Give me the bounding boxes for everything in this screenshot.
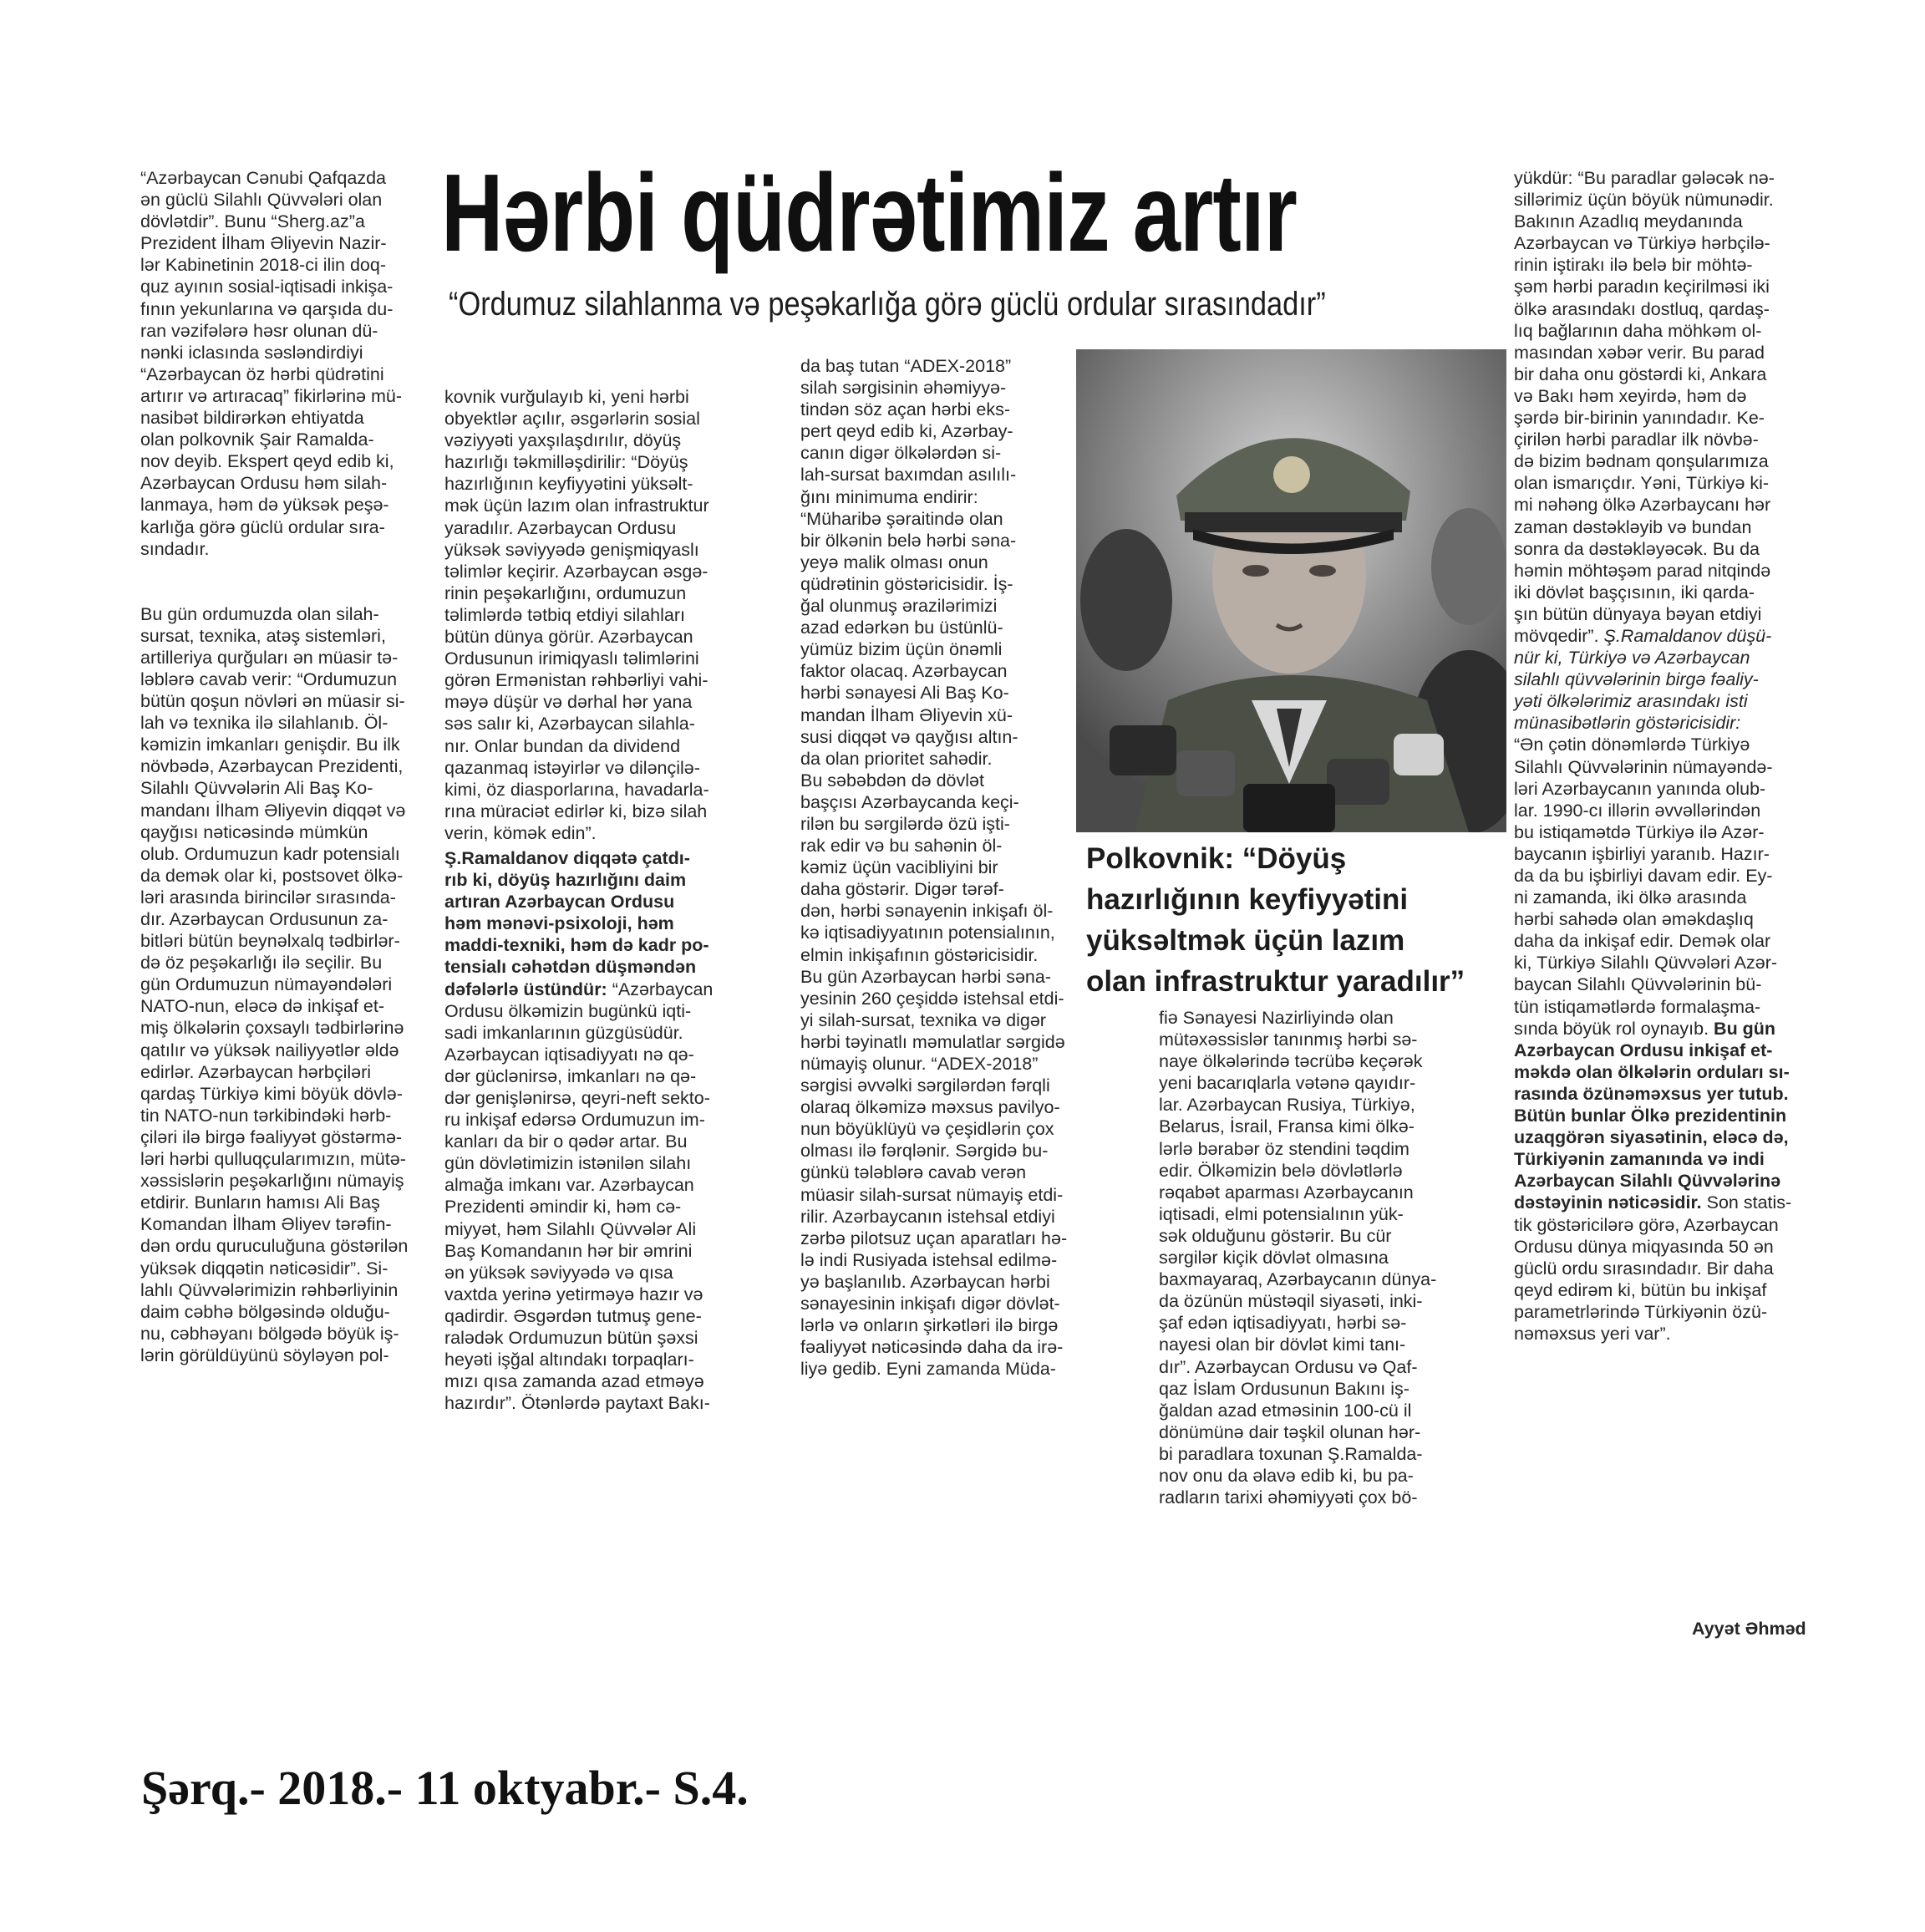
- article-lead: [140, 167, 408, 560]
- text-line: də öz peşəkarlığı ilə seçilir. Bu: [140, 953, 383, 974]
- text-line: daha göstərir. Digər tərəf-: [800, 879, 1004, 900]
- text-line: rilir. Azərbaycanın istehsal etdiyi: [800, 1206, 1055, 1227]
- text-line: lıq bağlarının daha möhkəm ol-: [1514, 320, 1762, 341]
- article-bold-paragraph: [444, 847, 713, 1000]
- text-line: yaradılır. Azərbaycan Ordusu: [444, 517, 677, 538]
- text-line: kə iqtisadiyyatının potensialının,: [800, 923, 1055, 943]
- text-line: faktor olacaq. Azərbaycan: [800, 661, 1008, 682]
- text-line: Prezidenti əmindir ki, həm cə-: [444, 1197, 682, 1218]
- source-citation: Şərq.- 2018.- 11 oktyabr.- S.4.: [141, 1761, 749, 1815]
- text-line: mi nəhəng ölkə Azərbaycanı hər: [1514, 495, 1771, 516]
- text-line: nov deyib. Ekspert qeyd edib ki,: [140, 451, 394, 472]
- text-line: vəziyyəti yaxşılaşdırılır, döyüş: [444, 430, 682, 451]
- caption-line: hazırlığının keyfiyyətini: [1086, 883, 1409, 916]
- text-line: qardaş Türkiyə kimi böyük dövlə-: [140, 1083, 403, 1104]
- text-line: bir daha onu göstərdi ki, Ankara: [1514, 364, 1767, 384]
- text-line: Azərbaycan Ordusu həm silah-: [140, 473, 388, 494]
- article-body: [140, 603, 408, 1366]
- text-line: bu istiqamətdə Türkiyə ilə Azər-: [1514, 821, 1765, 842]
- text-line: nu, cəbhəyanı bölgədə böyük iş-: [140, 1323, 399, 1344]
- text-line: dır. Azərbaycan Ordusunun za-: [140, 909, 389, 929]
- text-line: ən yüksək səviyyədə və qısa: [444, 1262, 673, 1283]
- text-line: bi paradlara toxunan Ş.Ramalda-: [1159, 1443, 1423, 1464]
- text-line: silahlı qüvvələrinin birgə fəaliy-: [1514, 669, 1759, 690]
- text-line: rıb ki, döyüş hazırlığını daim: [444, 870, 687, 891]
- text-line: mək üçün lazım olan infrastruktur: [444, 496, 709, 516]
- text-line: Komandan İlham Əliyev tərəfin-: [140, 1214, 392, 1235]
- text-line: susi diqqət və qayğısı altın-: [800, 726, 1018, 747]
- text-line: tün istiqamətlərdə formalaşma-: [1514, 996, 1761, 1017]
- text-line: Azərbaycan Silahlı Qüvvələrinə: [1514, 1171, 1781, 1192]
- text-line: artırır və artıracaq” fikirlərinə mü-: [140, 385, 403, 406]
- text-line: lər Kabinetinin 2018-ci ilin doq-: [140, 255, 387, 276]
- text-line: NATO-nun, eləcə də inkişaf et-: [140, 996, 384, 1017]
- text-line: radların tarixi əhəmiyyəti çox bö-: [1159, 1487, 1418, 1508]
- column-3: [800, 355, 1067, 1380]
- text-line: ru inkişaf edərsə Ordumuzun im-: [444, 1110, 705, 1131]
- text-line: gün dövlətimizin istənilən silahı: [444, 1153, 692, 1174]
- text-line: müasir silah-sursat nümayiş etdi-: [800, 1184, 1064, 1205]
- text-line: nümayiş olunur. “ADEX-2018”: [800, 1054, 1039, 1074]
- text-line: verin, kömək edin”.: [444, 822, 597, 843]
- text-line: fının yekunlarına və qarşıda du-: [140, 298, 394, 319]
- text-line: vaxtda yerinə yetirməyə hazır və: [444, 1284, 703, 1304]
- portrait-illustration: [1076, 349, 1506, 832]
- text-line: şaf edən iqtisadiyyatı, hərbi sə-: [1159, 1313, 1407, 1334]
- text-line: daha da inkişaf edir. Demək olar: [1514, 931, 1771, 952]
- text-line-tail: “Azərbaycan: [607, 979, 714, 999]
- text-line: baycan Silahlı Qüvvələrinin bü-: [1514, 974, 1762, 995]
- text-line: kəmizin imkanları genişdir. Bu ilk: [140, 735, 400, 755]
- text-line: artıran Azərbaycan Ordusu: [444, 892, 675, 913]
- text-line: dəstəyinin nəticəsidir. Son statis-: [1514, 1192, 1792, 1213]
- text-line: bir ölkənin belə hərbi səna-: [800, 530, 1017, 551]
- text-line: olaraq ölkəmizə məxsus pavilyo-: [800, 1097, 1060, 1118]
- text-line: məkdə olan ölkələrin orduları sı-: [1514, 1061, 1790, 1082]
- text-line: təlimlər keçirir. Azərbaycan əsgə-: [444, 561, 709, 582]
- colonel-photo: [1076, 349, 1506, 832]
- caption-line: yüksəltmək üçün lazım: [1086, 924, 1405, 957]
- text-line: “Ən çətin dönəmlərdə Türkiyə: [1514, 735, 1750, 755]
- text-line: sərgilər kiçik dövlət olmasına: [1159, 1248, 1389, 1269]
- text-line: sındadır.: [140, 538, 210, 559]
- text-line: yeyə malik olması onun: [800, 552, 988, 572]
- text-line: sursat, texnika, atəş sistemləri,: [140, 625, 386, 646]
- text-line: dən ordu quruculuğuna göstərilən: [140, 1236, 409, 1257]
- subheadline: “Ordumuz silahlanma və peşəkarlığa görə güclü ordular sırasındadır”: [449, 286, 1326, 323]
- text-line: günkü tələblərə cavab verən: [800, 1162, 1027, 1183]
- text-line: sillərimiz üçün böyük nümunədir.: [1514, 190, 1774, 211]
- text-line: qüdrətinin göstəricisidir. İş-: [800, 573, 1013, 594]
- text-line: ki, Türkiyə Silahlı Qüvvələri Azər-: [1514, 953, 1778, 974]
- text-line: daim cəbhə bölgəsində olduğu-: [140, 1301, 390, 1322]
- text-line: Bakının Azadlıq meydanında: [1514, 211, 1743, 232]
- text-line: nəməxsus yeri var”.: [1514, 1323, 1671, 1344]
- text-line: da olan prioritet sahədir.: [800, 748, 993, 769]
- text-line: yüksək səviyyədə genişmiqyaslı: [444, 539, 699, 560]
- text-line: rak edir və bu sahənin öl-: [800, 836, 1003, 857]
- text-line: edir. Ölkəmizin belə dövlətlərlə: [1159, 1160, 1403, 1181]
- text-line: zaman dəstəkləyib və bundan: [1514, 516, 1752, 537]
- text-line: ran vəzifələrə həsr olunan dü-: [140, 320, 378, 341]
- text-line: iqtisadi, elmi potensialının yük-: [1159, 1203, 1404, 1224]
- text-line: lar. 1990-cı illərin əvvəllərindən: [1514, 800, 1761, 821]
- text-line: Azərbaycan iqtisadiyyatı nə qə-: [444, 1044, 694, 1065]
- text-line: Bu gün Azərbaycan hərbi səna-: [800, 966, 1052, 987]
- text-line: Ordusu dünya miqyasında 50 ən: [1514, 1236, 1774, 1257]
- text-line: nür ki, Türkiyə və Azərbaycan: [1514, 648, 1750, 669]
- text-line: görən Ermənistan rəhbərliyi vahi-: [444, 670, 709, 691]
- text-line: kimi, öz diasporlarına, havadarla-: [444, 779, 709, 800]
- text-line: yümüz bizim üçün önəmli: [800, 639, 1003, 660]
- text-line: kanları da bir o qədər artar. Bu: [444, 1131, 688, 1152]
- text-line: ni zamanda, iki ölkə arasında: [1514, 887, 1747, 908]
- text-line: fəaliyyət nəticəsində daha da irə-: [800, 1337, 1064, 1358]
- text-line-tail: Bu gün: [1709, 1018, 1776, 1039]
- text-line: Bu gün ordumuzda olan silah-: [140, 603, 379, 624]
- article-text: [1514, 167, 1791, 647]
- text-line: nır. Onlar bundan da dividend: [444, 735, 681, 756]
- text-line: şəm hərbi paradın keçirilməsi iki: [1514, 277, 1770, 297]
- text-line: yüksək diqqətin nəticəsidir”. Si-: [140, 1258, 389, 1279]
- text-line: sərgisi əvvəlki sərgilərdən fərqli: [800, 1075, 1050, 1096]
- headline: Hərbi qüdrətimiz artır: [441, 151, 1298, 274]
- text-line: da özünün müstəqil siyasəti, inki-: [1159, 1291, 1423, 1312]
- text-line: Bu səbəbdən də dövlət: [800, 770, 984, 791]
- text-line: lahlı Qüvvələrimizin rəhbərliyinin: [140, 1279, 399, 1300]
- text-line: lah və texnika ilə silahlanıb. Öl-: [140, 713, 389, 734]
- text-line: dövlətdir”. Bunu “Sherg.az”a: [140, 211, 365, 232]
- text-line: sənayesinin inkişafı digər dövlət-: [800, 1294, 1060, 1314]
- text-line: səs salır ki, Azərbaycan silahla-: [444, 714, 695, 735]
- text-line: güclü ordu sırasındadır. Bir daha: [1514, 1258, 1774, 1279]
- text-line: ğal olunmuş ərazilərimizi: [800, 596, 998, 617]
- text-line: dönümünə dair təşkil olunan hər-: [1159, 1421, 1421, 1442]
- text-line: məyə düşür və dərhal hər yana: [444, 692, 693, 713]
- column-1: [140, 167, 408, 1366]
- text-line: miş ölkələrin çoxsaylı tədbirlərinə: [140, 1018, 404, 1039]
- text-line: mandan İlham Əliyevin xü-: [800, 704, 1013, 725]
- article-bold-paragraph: [1514, 1040, 1791, 1214]
- text-line: lə indi Rusiyada istehsal edilmə-: [800, 1249, 1058, 1270]
- text-line: rinin iştirakı ilə belə bir möhtə-: [1514, 255, 1753, 276]
- article-text: [800, 355, 1067, 1380]
- text-line: ralədək Ordumuzun bütün şəxsi: [444, 1328, 698, 1349]
- text-line: sək olduğunu göstərir. Bu cür: [1159, 1225, 1392, 1246]
- text-line: ləri hərbi qulluqçularımızın, mütə-: [140, 1149, 406, 1170]
- text-line: mandanı İlham Əliyevin diqqət və: [140, 800, 406, 821]
- text-line: kəmiz üçün vacibliyini bir: [800, 857, 998, 878]
- text-line: da demək olar ki, postsovet ölkə-: [140, 865, 404, 886]
- text-line: Silahlı Qüvvələrinin nümayəndə-: [1514, 756, 1773, 777]
- text-line: sında böyük rol oynayıb. Bu gün: [1514, 1018, 1776, 1039]
- text-line: rasında özünəməxsus yer tutub.: [1514, 1083, 1789, 1104]
- text-line: rinin peşəkarlığını, ordumuzun: [444, 582, 687, 603]
- column-5: [1514, 167, 1791, 1345]
- text-line: Belarus, İsrail, Fransa kimi ölkə-: [1159, 1116, 1415, 1137]
- text-line: pert qeyd edib ki, Azərbay-: [800, 421, 1013, 442]
- text-line: zərbə pilotsuz uçan aparatları hə-: [800, 1228, 1068, 1248]
- text-line: olması ilə fərqlənir. Sərgidə bu-: [800, 1141, 1049, 1162]
- text-line: quz ayının sosial-iqtisadi inkişa-: [140, 277, 394, 297]
- text-line: çiləri ilə birgə fəaliyyət göstərmə-: [140, 1126, 403, 1147]
- text-line: bitləri bütün beynəlxalq tədbirlər-: [140, 931, 400, 952]
- text-line: Türkiyənin zamanında və indi: [1514, 1149, 1765, 1170]
- text-line: naye ölkələrində təcrübə keçərək: [1159, 1051, 1423, 1072]
- caption-line: olan infrastruktur yaradılır”: [1086, 965, 1465, 998]
- text-line: uzaqgörən siyasətinin, eləcə də,: [1514, 1127, 1789, 1148]
- text-line: baxmayaraq, Azərbaycanın dünya-: [1159, 1269, 1437, 1290]
- text-line: başçısı Azərbaycanda keçi-: [800, 791, 1019, 812]
- text-line: rəqabət aparması Azərbaycanın: [1159, 1182, 1414, 1202]
- text-line: hərbi sahədə olan əməkdaşlıq: [1514, 909, 1754, 930]
- text-line: dən, hərbi sənayenin inkişafı öl-: [800, 901, 1054, 922]
- text-line: rına müraciət edirlər ki, bizə silah: [444, 801, 708, 821]
- text-line: “Azərbaycan Cənubi Qafqazda: [140, 168, 387, 188]
- text-line: olan polkovnik Şair Ramalda-: [140, 430, 374, 450]
- text-line: nov onu da əlavə edib ki, bu pa-: [1159, 1465, 1414, 1486]
- text-line: lərin görüldüyünü söyləyən pol-: [140, 1345, 389, 1365]
- text-line: lar. Azərbaycan Rusiya, Türkiyə,: [1159, 1095, 1415, 1116]
- text-line: iki dövlət başçısının, iki qarda-: [1514, 582, 1755, 602]
- text-line: növbədə, Azərbaycan Prezidenti,: [140, 756, 404, 777]
- text-line: hazırdır”. Ötənlərdə paytaxt Bakı-: [444, 1393, 710, 1414]
- text-line: artilleriya qurğuları ən müasir tə-: [140, 647, 399, 668]
- text-line: nasibət bildirərkən ehtiyatda: [140, 408, 364, 429]
- text-line: yəti ölkələrimiz arasındakı isti: [1514, 691, 1748, 712]
- text-line: gün Ordumuzun nümayəndələri: [140, 974, 393, 995]
- text-line: hazırlığının keyfiyyətini yüksəlt-: [444, 474, 693, 495]
- text-line: liyə gedib. Eyni zamanda Müda-: [800, 1359, 1056, 1380]
- text-line: Baş Komandanın hər bir əmrini: [444, 1240, 693, 1261]
- text-line: kovnik vurğulayıb ki, yeni hərbi: [444, 387, 689, 407]
- text-line: da da bu işbirliyi davam edir. Ey-: [1514, 866, 1773, 886]
- text-line: Bütün bunlar Ölkə prezidentinin: [1514, 1106, 1787, 1126]
- text-line: dər güclənirsə, imkanları nə qə-: [444, 1065, 697, 1086]
- text-line: lərlə bərabər öz stendini təqdim: [1159, 1138, 1409, 1159]
- text-line: sadi imkanlarının güzgüsüdür.: [444, 1022, 683, 1043]
- column-2: [444, 386, 713, 1414]
- text-line: tensialı cəhətdən düşməndən: [444, 957, 697, 978]
- text-line: nənki iclasında səsləndirdiyi: [140, 342, 363, 363]
- text-line: olan ismarıçdır. Yəni, Türkiyə ki-: [1514, 473, 1770, 494]
- article-text: [1159, 1007, 1436, 1508]
- text-line: hərbi təyinatlı məmulatlar sərgidə: [800, 1031, 1065, 1052]
- text-line: Azərbaycan və Türkiyə hərbçilə-: [1514, 233, 1770, 254]
- text-line: bütün dünya görür. Azərbaycan: [444, 627, 693, 648]
- text-line: ləblərə cavab verir: “Ordumuzun: [140, 669, 398, 689]
- text-line: mütəxəssislər tanınmış hərbi sə-: [1159, 1030, 1418, 1050]
- text-line: bütün qoşun növləri ən müasir si-: [140, 691, 405, 712]
- text-line: qeyd edirəm ki, bütün bu inkişaf: [1514, 1279, 1767, 1300]
- text-line: də bizim bədnam qonşularımıza: [1514, 451, 1769, 472]
- text-line: “Azərbaycan öz hərbi qüdrətini: [140, 364, 384, 384]
- text-line: tindən söz açan hərbi eks-: [800, 399, 1010, 420]
- text-line: obyektlər açılır, əsgərlərin sosial: [444, 409, 700, 430]
- text-line: həmin möhtəşəm parad nitqində: [1514, 560, 1771, 581]
- text-line: qayğısı nəticəsində mümkün: [140, 821, 368, 842]
- text-line: tin NATO-nun tərkibindəki hərb-: [140, 1105, 392, 1126]
- text-line: münasibətlərin göstəricisidir:: [1514, 713, 1741, 734]
- text-line: almağa imkanı var. Azərbaycan: [444, 1175, 694, 1196]
- text-line: tik göstəricilərə görə, Azərbaycan: [1514, 1214, 1779, 1235]
- text-line: qazanmaq istəyirlər və dilənçilə-: [444, 757, 700, 778]
- text-line: masından xəbər verir. Bu parad: [1514, 342, 1765, 363]
- text-line: sonra da dəstəkləyəcək. Bu da: [1514, 538, 1760, 559]
- text-line: hərbi sənayesi Ali Baş Ko-: [800, 683, 1009, 704]
- text-line: Silahlı Qüvvələrin Ali Baş Ko-: [140, 778, 373, 799]
- caption-line: Polkovnik: “Döyüş: [1086, 842, 1347, 875]
- text-line: nun böyüklüyü və çeşidlərin çox: [800, 1119, 1054, 1140]
- text-line: ğaldan azad etməsinin 100-cü il: [1159, 1400, 1412, 1421]
- text-line: nayesi olan bir dövlət kimi tanı-: [1159, 1335, 1406, 1355]
- text-line: yeni bacarıqlarla vətənə qayıdır-: [1159, 1073, 1416, 1094]
- text-line: Ş.Ramaldanov diqqətə çatdı-: [444, 847, 690, 868]
- photo-caption: [1086, 838, 1465, 1002]
- text-line-tail: Ş.Ramaldanov düşü-: [1598, 625, 1772, 646]
- text-line: qaz İslam Ordusunun Bakını iş-: [1159, 1378, 1409, 1399]
- text-line: dəfələrlə üstündür: “Azərbaycan: [444, 979, 714, 999]
- text-line: qadirdir. Əsgərdən tutmuş gene-: [444, 1305, 702, 1326]
- text-line: yesinin 260 çeşiddə istehsal etdi-: [800, 988, 1064, 1009]
- article-text: [444, 1000, 713, 1415]
- text-line: və Bakı həm xeyirdə, həm də: [1514, 385, 1747, 406]
- text-line: lah-sursat baxımdan asılılı-: [800, 465, 1017, 486]
- text-line-tail: Son statis-: [1701, 1192, 1792, 1213]
- text-line: Prezident İlham Əliyevin Nazir-: [140, 233, 387, 254]
- text-line: olub. Ordumuzun kadr potensialı: [140, 843, 400, 864]
- text-line: şərdə bir-birinin yanındadır. Ke-: [1514, 408, 1765, 429]
- text-line: ən güclü Silahlı Qüvvələri olan: [140, 190, 383, 211]
- text-line: dər genişlənirsə, qeyri-neft sekto-: [444, 1088, 710, 1108]
- text-line: da baş tutan “ADEX-2018”: [800, 356, 1012, 376]
- text-line: hazırlığı təkmilləşdirilir: “Döyüş: [444, 452, 688, 473]
- text-line: mövqedir”. Ş.Ramaldanov düşü-: [1514, 625, 1772, 646]
- text-line: silah sərgisinin əhəmiyyə-: [800, 378, 1007, 399]
- text-line: fiə Sənayesi Nazirliyində olan: [1159, 1008, 1394, 1028]
- column-4: [1159, 1007, 1436, 1508]
- text-line: yi silah-sursat, texnika və digər: [800, 1009, 1046, 1030]
- text-line: həm mənəvi-psixoloji, həm: [444, 913, 674, 934]
- text-line: yə başlanılıb. Azərbaycan hərbi: [800, 1271, 1050, 1292]
- text-line: lərlə və onların şirkətləri ilə birgə: [800, 1315, 1059, 1336]
- text-line: rilən bu sərgilərdə özü işti-: [800, 813, 1010, 834]
- text-line: etdirir. Bunların hamısı Ali Baş: [140, 1192, 380, 1213]
- text-line: edirlər. Azərbaycan hərbçiləri: [140, 1061, 372, 1082]
- text-line: ğını minimuma endirir:: [800, 486, 978, 507]
- article-italic-quote: [1514, 647, 1791, 734]
- text-line: Ordusu ölkəmizin bugünkü iqti-: [444, 1000, 692, 1021]
- text-line: azad edərkən bu üstünlü-: [800, 618, 1003, 638]
- text-line: ölkə arasındakı dostluq, qardaş-: [1514, 298, 1770, 319]
- text-line: karlığa görə güclü ordular sıra-: [140, 516, 385, 537]
- text-line: maddi-texniki, həm də kadr po-: [444, 935, 709, 956]
- text-line: dır”. Azərbaycan Ordusu və Qaf-: [1159, 1356, 1418, 1377]
- text-line: mızı qısa zamanda azad etməyə: [444, 1371, 704, 1392]
- text-line: miyyət, həm Silahlı Qüvvələr Ali: [444, 1218, 697, 1239]
- text-line: Ordusunun irimiqyaslı təlimlərini: [444, 648, 699, 669]
- text-line: baycanın işbirliyi yaranıb. Hazır-: [1514, 843, 1770, 864]
- text-line: elmin inkişafının göstəricisidir.: [800, 944, 1039, 965]
- text-line: xəssislərin peşəkarlığını nümayiş: [140, 1171, 404, 1192]
- text-line: çirilən hərbi paradlar ilk növbə-: [1514, 430, 1759, 450]
- text-line: şın bütün dünyaya bəyan etdiyi: [1514, 603, 1762, 624]
- text-line: Azərbaycan Ordusu inkişaf et-: [1514, 1040, 1773, 1060]
- text-line: parametrlərində Türkiyənin özü-: [1514, 1301, 1768, 1322]
- text-line: ləri arasında birincilər sırasında-: [140, 887, 396, 908]
- text-line: qatılır və yüksək nailiyyətlər əldə: [140, 1040, 399, 1060]
- text-line: ləri Azərbaycanın yanında olub-: [1514, 778, 1766, 799]
- text-line: təlimlərdə tətbiq etdiyi silahları: [444, 604, 685, 625]
- text-line: canın digər ölkələrdən si-: [800, 443, 1002, 464]
- author-byline: Ayyət Əhməd: [1692, 1619, 1806, 1639]
- article-text: [1514, 1214, 1791, 1345]
- text-line: “Müharibə şəraitində olan: [800, 508, 1003, 529]
- text-line: yükdür: “Bu paradlar gələcək nə-: [1514, 168, 1775, 188]
- article-text: [1514, 734, 1791, 1039]
- article-text: [444, 386, 713, 844]
- text-line: lanmaya, həm də yüksək peşə-: [140, 495, 389, 516]
- text-line: heyəti işğal altındakı torpaqları-: [444, 1350, 694, 1370]
